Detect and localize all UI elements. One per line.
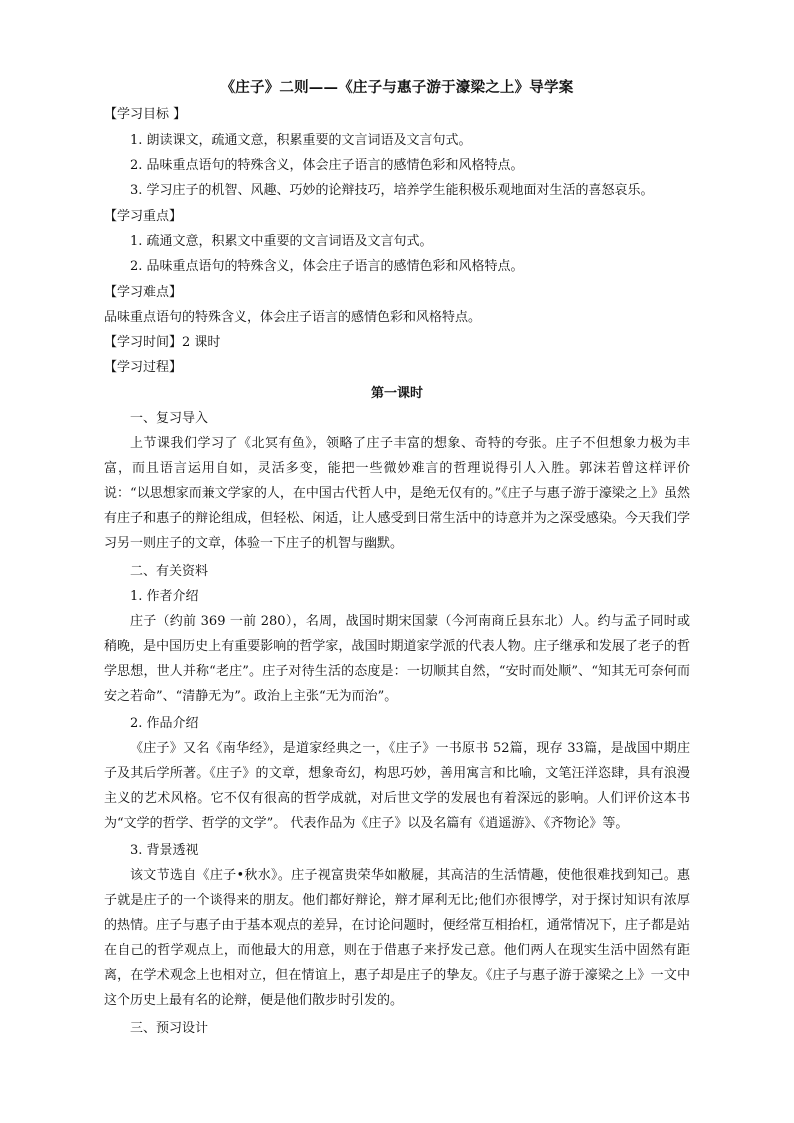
objectives-heading: 【学习目标 】 [104,107,187,122]
objective-item-1: 1. 朗读课文，疏通文意，积累重要的文言词语及文言句式。 [130,133,472,148]
author-intro-paragraph: 庄子（约前 369 一前 280），名周，战国时期宋国蒙（今河南商丘县东北）人。约与孟子同时或稍晚，是中国历史上有重要影响的哲学家，战国时期道家学派的代表人物。庄子继承和发展了老子的哲学思想，世人并称“老庄”。庄子对待生活的态度是：一切顺其自然，“安时而处顺”、“知其无可奈何而安之若命”、“清静无为”。政治上主张“无为而治”。 [104,614,690,704]
section-1-paragraph: 上节课我们学习了《北冥有鱼》，领略了庄子丰富的想象、奇特的夸张。庄子不但想象力极为丰富，而且语言运用自如，灵活多变，能把一些微妙难言的哲理说得引人入胜。郭沫若曾这样评价说：“以思想家而兼文学家的人，在中国古代哲人中，是绝无仅有的。”《庄子与惠子游于濠梁之上》虽然有庄子和惠子的辩论组成，但轻松、闲适，让人感受到日常生活中的诗意并为之深受感染。今天我们学习另一则庄子的文章，体验一下庄子的机智与幽默。 [104,436,690,551]
author-intro-heading: 1. 作者介绍 [130,589,199,604]
section-3-heading: 三、预习设计 [130,1021,209,1036]
objective-item-3: 3. 学习庄子的机智、风趣、巧妙的论辩技巧，培养学生能积极乐观地面对生活的喜怒哀乐。 [130,183,654,198]
work-intro-heading: 2. 作品介绍 [130,716,199,731]
section-2-heading: 二、有关资料 [130,564,209,579]
difficulty-text: 品味重点语句的特殊含义，体会庄子语言的感情色彩和风格特点。 [104,310,482,325]
document-title: 《庄子》二则——《庄子与惠子游于濠梁之上》导学案 [220,79,574,96]
key-points-heading: 【学习重点】 [104,209,183,224]
key-point-item-2: 2. 品味重点语句的特殊含义，体会庄子语言的感情色彩和风格特点。 [130,259,524,274]
process-heading: 【学习过程】 [104,360,183,375]
background-paragraph: 该文节选自《庄子•秋水》。庄子视富贵荣华如敝屣，其高洁的生活情趣，使他很难找到知己。惠子就是庄子的一个谈得来的朋友。他们都好辩论，辩才犀利无比;他们亦很博学，对于探讨知识有浓厚的热情。庄子与惠子由于基本观点的差异，在讨论问题时，便经常互相抬杠，通常情况下，庄子都是站在自己的哲学观点上，而他最大的用意，则在于借惠子来抒发己意。他们两人在现实生活中固然有距离，在学术观念上也相对立，但在情谊上，惠子却是庄子的挚友。《庄子与惠子游于濠梁之上》一文中这个历史上最有名的论辩，便是他们散步时引发的。 [104,868,690,1008]
lesson-heading: 第一课时 [370,386,423,401]
section-1-heading: 一、复习导入 [130,411,209,426]
difficulty-heading: 【学习难点】 [104,285,183,300]
background-heading: 3. 背景透视 [130,843,199,858]
key-point-item-1: 1. 疏通文意，积累文中重要的文言词语及文言句式。 [130,234,433,249]
time-line: 【学习时间】2 课时 [104,335,221,350]
objective-item-2: 2. 品味重点语句的特殊含义，体会庄子语言的感情色彩和风格特点。 [130,158,524,173]
work-intro-paragraph: 《庄子》又名《南华经》，是道家经典之一，《庄子》一书原书 52篇，现存 33篇，是战国中期庄子及其后学所著。《庄子》的文章，想象奇幻，构思巧妙，善用寓言和比喻，文笔汪洋恣肆，具有浪漫主义的艺术风格。它不仅有很高的哲学成就，对后世文学的发展也有着深远的影响。人们评价这本书为“文学的哲学、哲学的文学”。 代表作品为《庄子》以及名篇有《逍遥游》、《齐物论》等。 [104,741,690,831]
